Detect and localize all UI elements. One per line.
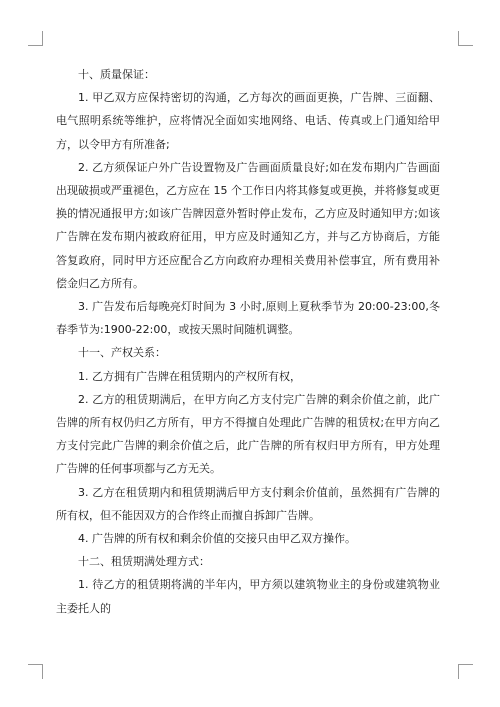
clause-paragraph: 3. 广告发布后每晚亮灯时间为 3 小时,原则上夏秋季节为 20:00-23:00,冬春季节为:1900-22:00，或按天黑时间随机调整。 [56, 300, 440, 337]
clause-paragraph: 1. 甲乙双方应保持密切的沟通，乙方每次的画面更换，广告牌、三面翻、电气照明系统等维护，应将情况全面如实地网络、电话、传真或上门通知给甲方，以令甲方有所准备; [56, 91, 440, 151]
document-body [56, 63, 440, 620]
section-heading-quality-assurance: 十、质量保证： [78, 68, 155, 81]
clause-paragraph: 2. 乙方须保证户外广告设置物及广告画面质量良好;如在发布期内广告画面出现破损或严重褪色，乙方应在 15 个工作日内将其修复或更换，并将修复或更换的情况通报甲方;如该广告牌因意外暂时停止发布，乙方应及时通知甲方;如该广告牌在发布期内被政府征用，甲方应及时通知乙方，并与乙方协商后，方能答复政府，同时甲方还应配合乙方向政府办理相关费用补偿事宜，所有费用补偿金归乙方所有。 [56, 160, 440, 290]
section-heading-lease-expiry: 十二、租赁期满处理方式： [78, 555, 210, 569]
clause-paragraph: 3. 乙方在租赁期内和租赁期满后甲方支付剩余价值前，虽然拥有广告牌的所有权，但不能因双方的合作终止而擅自拆卸广告牌。 [56, 485, 440, 522]
crop-mark-bottom-right [458, 664, 473, 679]
crop-mark-top-right [458, 31, 473, 46]
clause-paragraph: 2. 乙方的租赁期满后，在甲方向乙方支付完广告牌的剩余价值之前，此广告牌的所有权仍归乙方所有，甲方不得擅自处理此广告牌的租赁权;在甲方向乙方支付完此广告牌的剩余价值之后，此广告牌的所有权归甲方所有，甲方处理广告牌的任何事项都与乙方无关。 [56, 392, 440, 476]
clause-paragraph: 4. 广告牌的所有权和剩余价值的交接只由甲乙双方操作。 [78, 532, 356, 546]
clause-paragraph: 1. 乙方拥有广告牌在租赁期内的产权所有权， [78, 369, 301, 383]
crop-mark-top-left [28, 31, 43, 46]
crop-mark-bottom-left [28, 664, 43, 679]
section-heading-property-rights: 十一、产权关系： [78, 346, 166, 360]
clause-paragraph: 1. 待乙方的租赁期将满的半年内，甲方须以建筑物业主的身份或建筑物业主委托人的 [56, 578, 440, 615]
